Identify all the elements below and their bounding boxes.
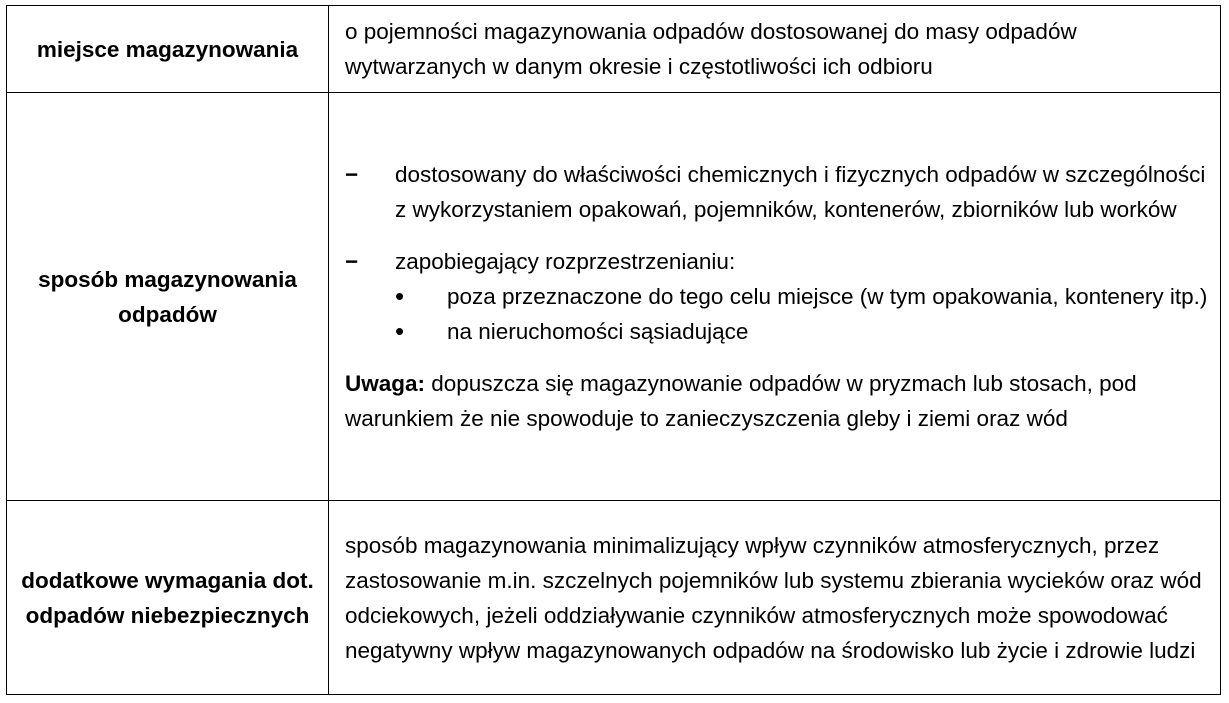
bullet-item-text: poza przeznaczone do tego celu miejsce (w tym opakowania, kontenery itp.) [447,284,1208,309]
dash-item-text: zapobiegający rozprzestrzenianiu: [395,249,736,274]
row-label-hazardous-waste: dodatkowe wymagania dot. odpadów niebezpiecznych [7,501,329,695]
bullet-marker: • [395,316,405,346]
dash-item-text: dostosowany do właściwości chemicznych i fizycznych odpadów w szczególności z wykorzystaniem opakowań, pojemników, kontenerów, zbiorników lub worków [395,162,1206,222]
bullet-list-item [395,314,1208,349]
table-row [7,501,1221,695]
bullet-list-item [395,279,1208,314]
note-paragraph [345,366,1208,436]
dash-marker: − [345,249,359,274]
table-row [7,93,1221,501]
table-row [7,6,1221,93]
dash-marker: − [345,162,359,187]
row-label-storage-place: miejsce magazynowania [7,6,329,93]
dash-list-item [345,157,1208,227]
bullet-item-text: na nieruchomości sąsiadujące [447,319,749,344]
row-content-storage-method [329,93,1221,501]
dash-list-item [345,244,1208,349]
requirements-table [6,5,1221,695]
note-text: dopuszcza się magazynowanie odpadów w pryzmach lub stosach, pod warunkiem że nie spowoduje to zanieczyszczenia gleby i ziemi oraz wód [345,371,1137,431]
bullet-marker: • [395,281,405,311]
note-label: Uwaga: [345,371,426,396]
row-label-storage-method: sposób magazynowania odpadów [7,93,329,501]
row-content-storage-place: o pojemności magazynowania odpadów dostosowanej do masy odpadów wytwarzanych w danym okresie i częstotliwości ich odbioru [329,6,1221,93]
row-content-hazardous-waste: sposób magazynowania minimalizujący wpływ czynników atmosferycznych, przez zastosowanie m.in. szczelnych pojemników lub systemu zbierania wycieków oraz wód odciekowych, jeżeli oddziaływanie czynników atmosferycznych może spowodować negatywny wpływ magazynowanych odpadów na środowisko lub życie i zdrowie ludzi [329,501,1221,695]
